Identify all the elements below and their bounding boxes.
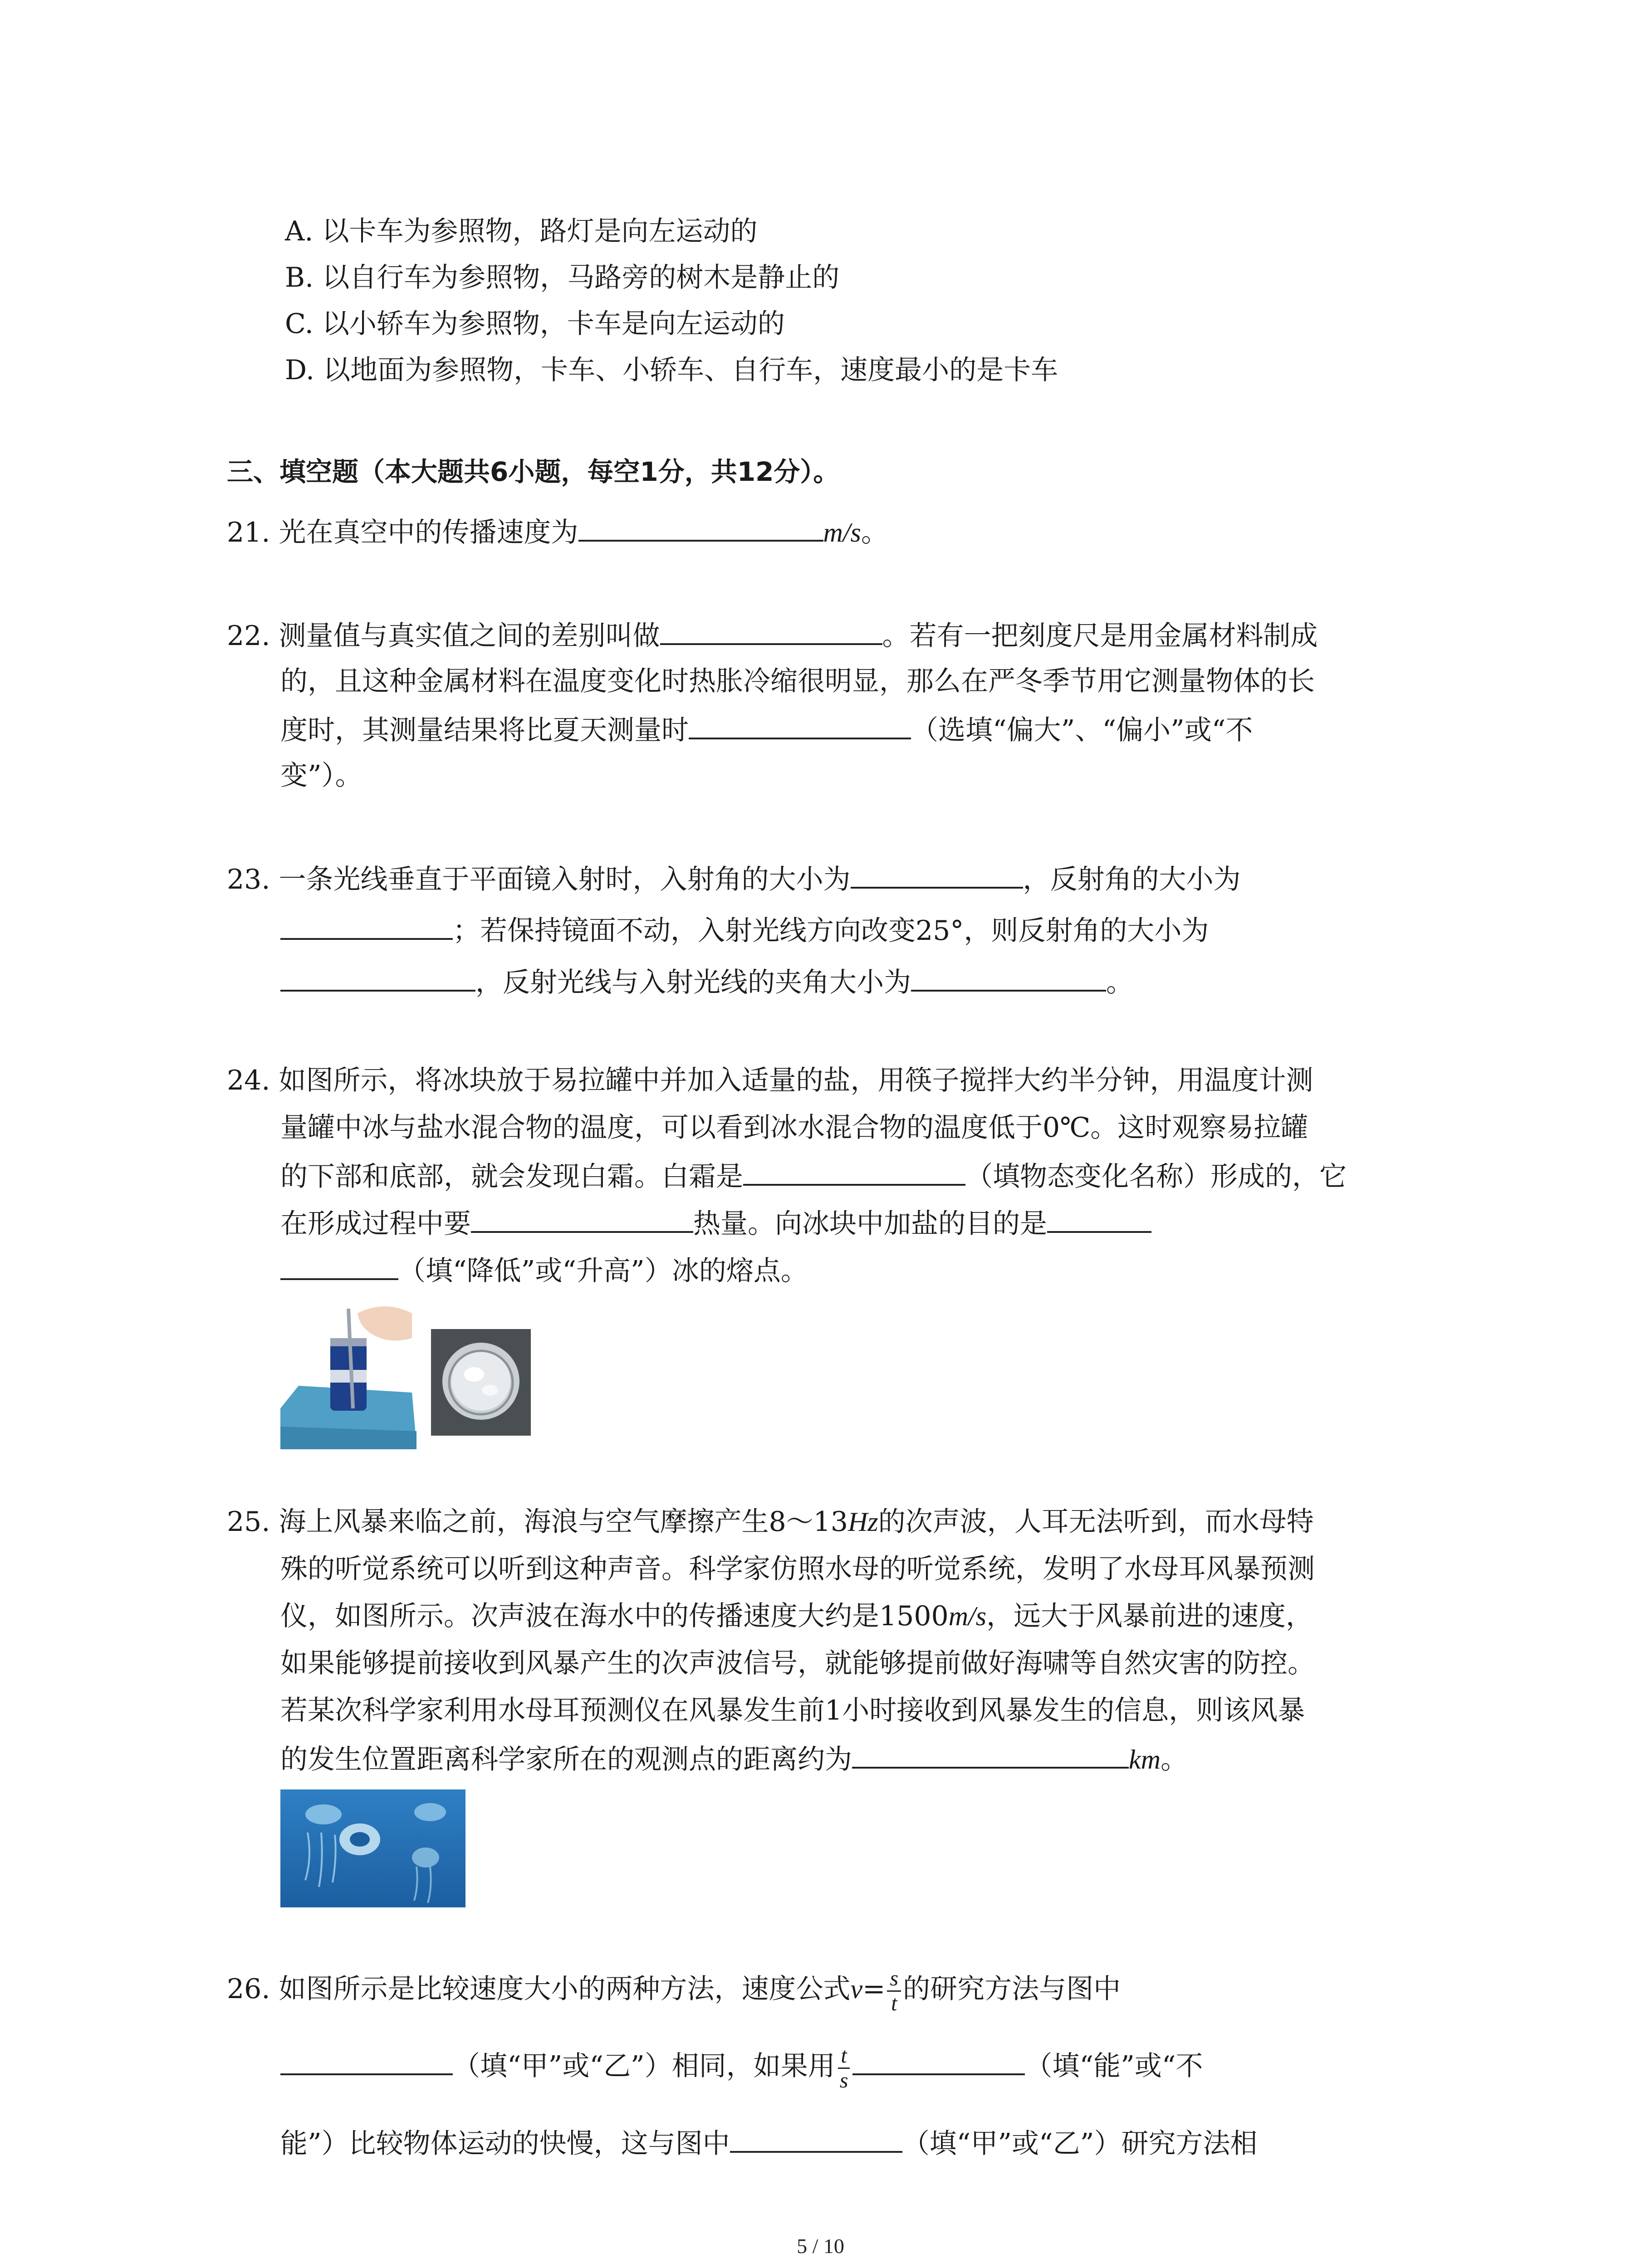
q25-line-5: 若某次科学家利用水母耳预测仪在风暴发生前1小时接收到风暴发生的信息，则该风暴 [280,1695,1305,1726]
q26-blank-2[interactable] [852,2046,1025,2075]
q22-text-3a: 度时，其测量结果将比夏天测量时 [280,714,689,746]
q24-blank-3b[interactable] [280,1251,398,1280]
q24-line-3 [280,1157,1347,1195]
q26-text-1b: 的研究方法与图中 [903,1973,1121,2005]
q24-blank-2[interactable] [471,1204,693,1233]
q26-var-v: v [850,1974,863,2004]
q26-frac1-den: t [891,1991,897,2015]
q24-line-5 [280,1251,808,1289]
q24-text-4b: 热量。向冰块中加盐的目的是 [693,1208,1047,1240]
option-d: D. 以地面为参照物，卡车、小轿车、自行车，速度最小的是卡车 [285,354,1058,386]
q21-unit: m/s [823,518,861,547]
q23-blank-2[interactable] [280,911,453,940]
q26-text-1a: 26. 如图所示是比较速度大小的两种方法，速度公式 [227,1973,851,2005]
q25-text-6b: 。 [1160,1744,1188,1775]
q24-text-5: （填“降低”或“升高”）冰的熔点。 [398,1255,808,1287]
q22-line-3 [280,710,1253,748]
q25-unit-km: km [1129,1745,1161,1774]
q24-blank-3a[interactable] [1047,1204,1151,1233]
q25-unit-ms: m/s [948,1601,987,1631]
q23-blank-3[interactable] [280,963,475,992]
q22-blank-2[interactable] [689,710,911,739]
q22-line-4: 变”）。 [280,760,362,792]
q23-blank-4[interactable] [911,963,1106,992]
q22-blank-1[interactable] [660,616,882,645]
question-21 [227,513,888,551]
q24-line-4 [280,1204,1151,1242]
q22-line-1 [227,616,1318,654]
section-title: 三、填空题（本大题共6小题，每空1分，共12分）。 [227,456,840,487]
q25-line-1 [227,1504,1314,1540]
q21-blank[interactable] [578,513,823,542]
q26-fraction-t-over-s [837,2044,851,2092]
q25-line-2: 殊的听觉系统可以听到这种声音。科学家仿照水母的听觉系统，发明了水母耳风暴预测 [280,1553,1315,1585]
q24-text-4a: 在形成过程中要 [280,1208,471,1240]
q25-text-1a: 25. 海上风暴来临之前，海浪与空气摩擦产生8～13 [227,1506,848,1538]
option-a: A. 以卡车为参照物，路灯是向左运动的 [285,215,758,247]
q25-text-3a: 仪，如图所示。次声波在海水中的传播速度大约是1500 [280,1600,949,1632]
q26-blank-3[interactable] [730,2124,902,2153]
q23-text-1a: 23. 一条光线垂直于平面镜入射时，入射角的大小为 [227,864,851,895]
q24-blank-1[interactable] [743,1157,965,1186]
q21-text: 21. 光在真空中的传播速度为 [227,517,578,548]
q26-frac2-den: s [839,2068,848,2092]
page-number: 5 / 10 [797,2234,844,2258]
q22-text-1a: 22. 测量值与真实值之间的差别叫做 [227,620,660,652]
q23-blank-1[interactable] [851,860,1023,889]
q21-end: 。 [861,517,888,548]
q26-line-3 [280,2124,1257,2162]
q26-fraction-s-over-t [887,1967,901,2015]
q25-line-4: 如果能够提前接收到风暴产生的次声波信号，就能够提前做好海啸等自然灾害的防控。 [280,1647,1315,1679]
q26-equals: = [862,1973,886,2005]
can-stirring-photo [280,1295,416,1449]
q25-text-3b: ，远大于风暴前进的速度， [986,1600,1313,1632]
jellyfish-ear-photo [280,1789,465,1907]
q26-text-2b: （填“能”或“不 [1025,2050,1203,2082]
q26-text-3b: （填“甲”或“乙”）研究方法相 [902,2128,1258,2160]
q23-line-3 [280,963,1133,1001]
option-c: C. 以小轿车为参照物，卡车是向左运动的 [285,308,785,340]
q26-blank-1[interactable] [280,2046,453,2075]
q25-unit-hz: Hz [848,1507,878,1537]
q25-line-3 [280,1598,1313,1634]
q26-text-3a: 能”）比较物体运动的快慢，这与图中 [280,2128,730,2160]
frosted-can-photo [431,1329,531,1436]
q24-text-3a: 的下部和底部，就会发现白霜。白霜是 [280,1161,743,1193]
q26-line-1 [227,1964,1121,2014]
q23-text-3a: ，反射光线与入射光线的夹角大小为 [475,967,911,998]
q22-text-1b: 。若有一把刻度尺是用金属材料制成 [882,620,1318,652]
q25-blank[interactable] [852,1740,1129,1769]
q24-text-3b: （填物态变化名称）形成的，它 [965,1161,1347,1193]
q22-text-3b: （选填“偏大”、“偏小”或“不 [911,714,1253,746]
option-b: B. 以自行车为参照物，马路旁的树木是静止的 [285,262,840,293]
q26-frac2-num: t [838,2044,849,2069]
q26-line-2 [280,2041,1203,2091]
q25-line-6 [280,1740,1188,1778]
q23-line-1 [227,860,1241,898]
q26-frac1-num: s [887,1967,901,1992]
q25-text-6a: 的发生位置距离科学家所在的观测点的距离约为 [280,1744,852,1775]
q25-text-1b: 的次声波，人耳无法听到，而水母特 [878,1506,1314,1538]
q24-line-2: 量罐中冰与盐水混合物的温度，可以看到冰水混合物的温度低于0℃。这时观察易拉罐 [280,1112,1308,1144]
q22-line-2: 的，且这种金属材料在温度变化时热胀冷缩很明显，那么在严冬季节用它测量物体的长 [280,665,1315,697]
q23-text-1b: ，反射角的大小为 [1023,864,1241,895]
q23-text-2: ；若保持镜面不动，入射光线方向改变25°，则反射角的大小为 [453,915,1209,947]
q26-text-2a: （填“甲”或“乙”）相同，如果用 [453,2050,835,2082]
q24-line-1: 24. 如图所示，将冰块放于易拉罐中并加入适量的盐，用筷子搅拌大约半分钟，用温度计测 [227,1065,1313,1096]
q23-text-3b: 。 [1106,967,1133,998]
q23-line-2 [280,911,1209,949]
